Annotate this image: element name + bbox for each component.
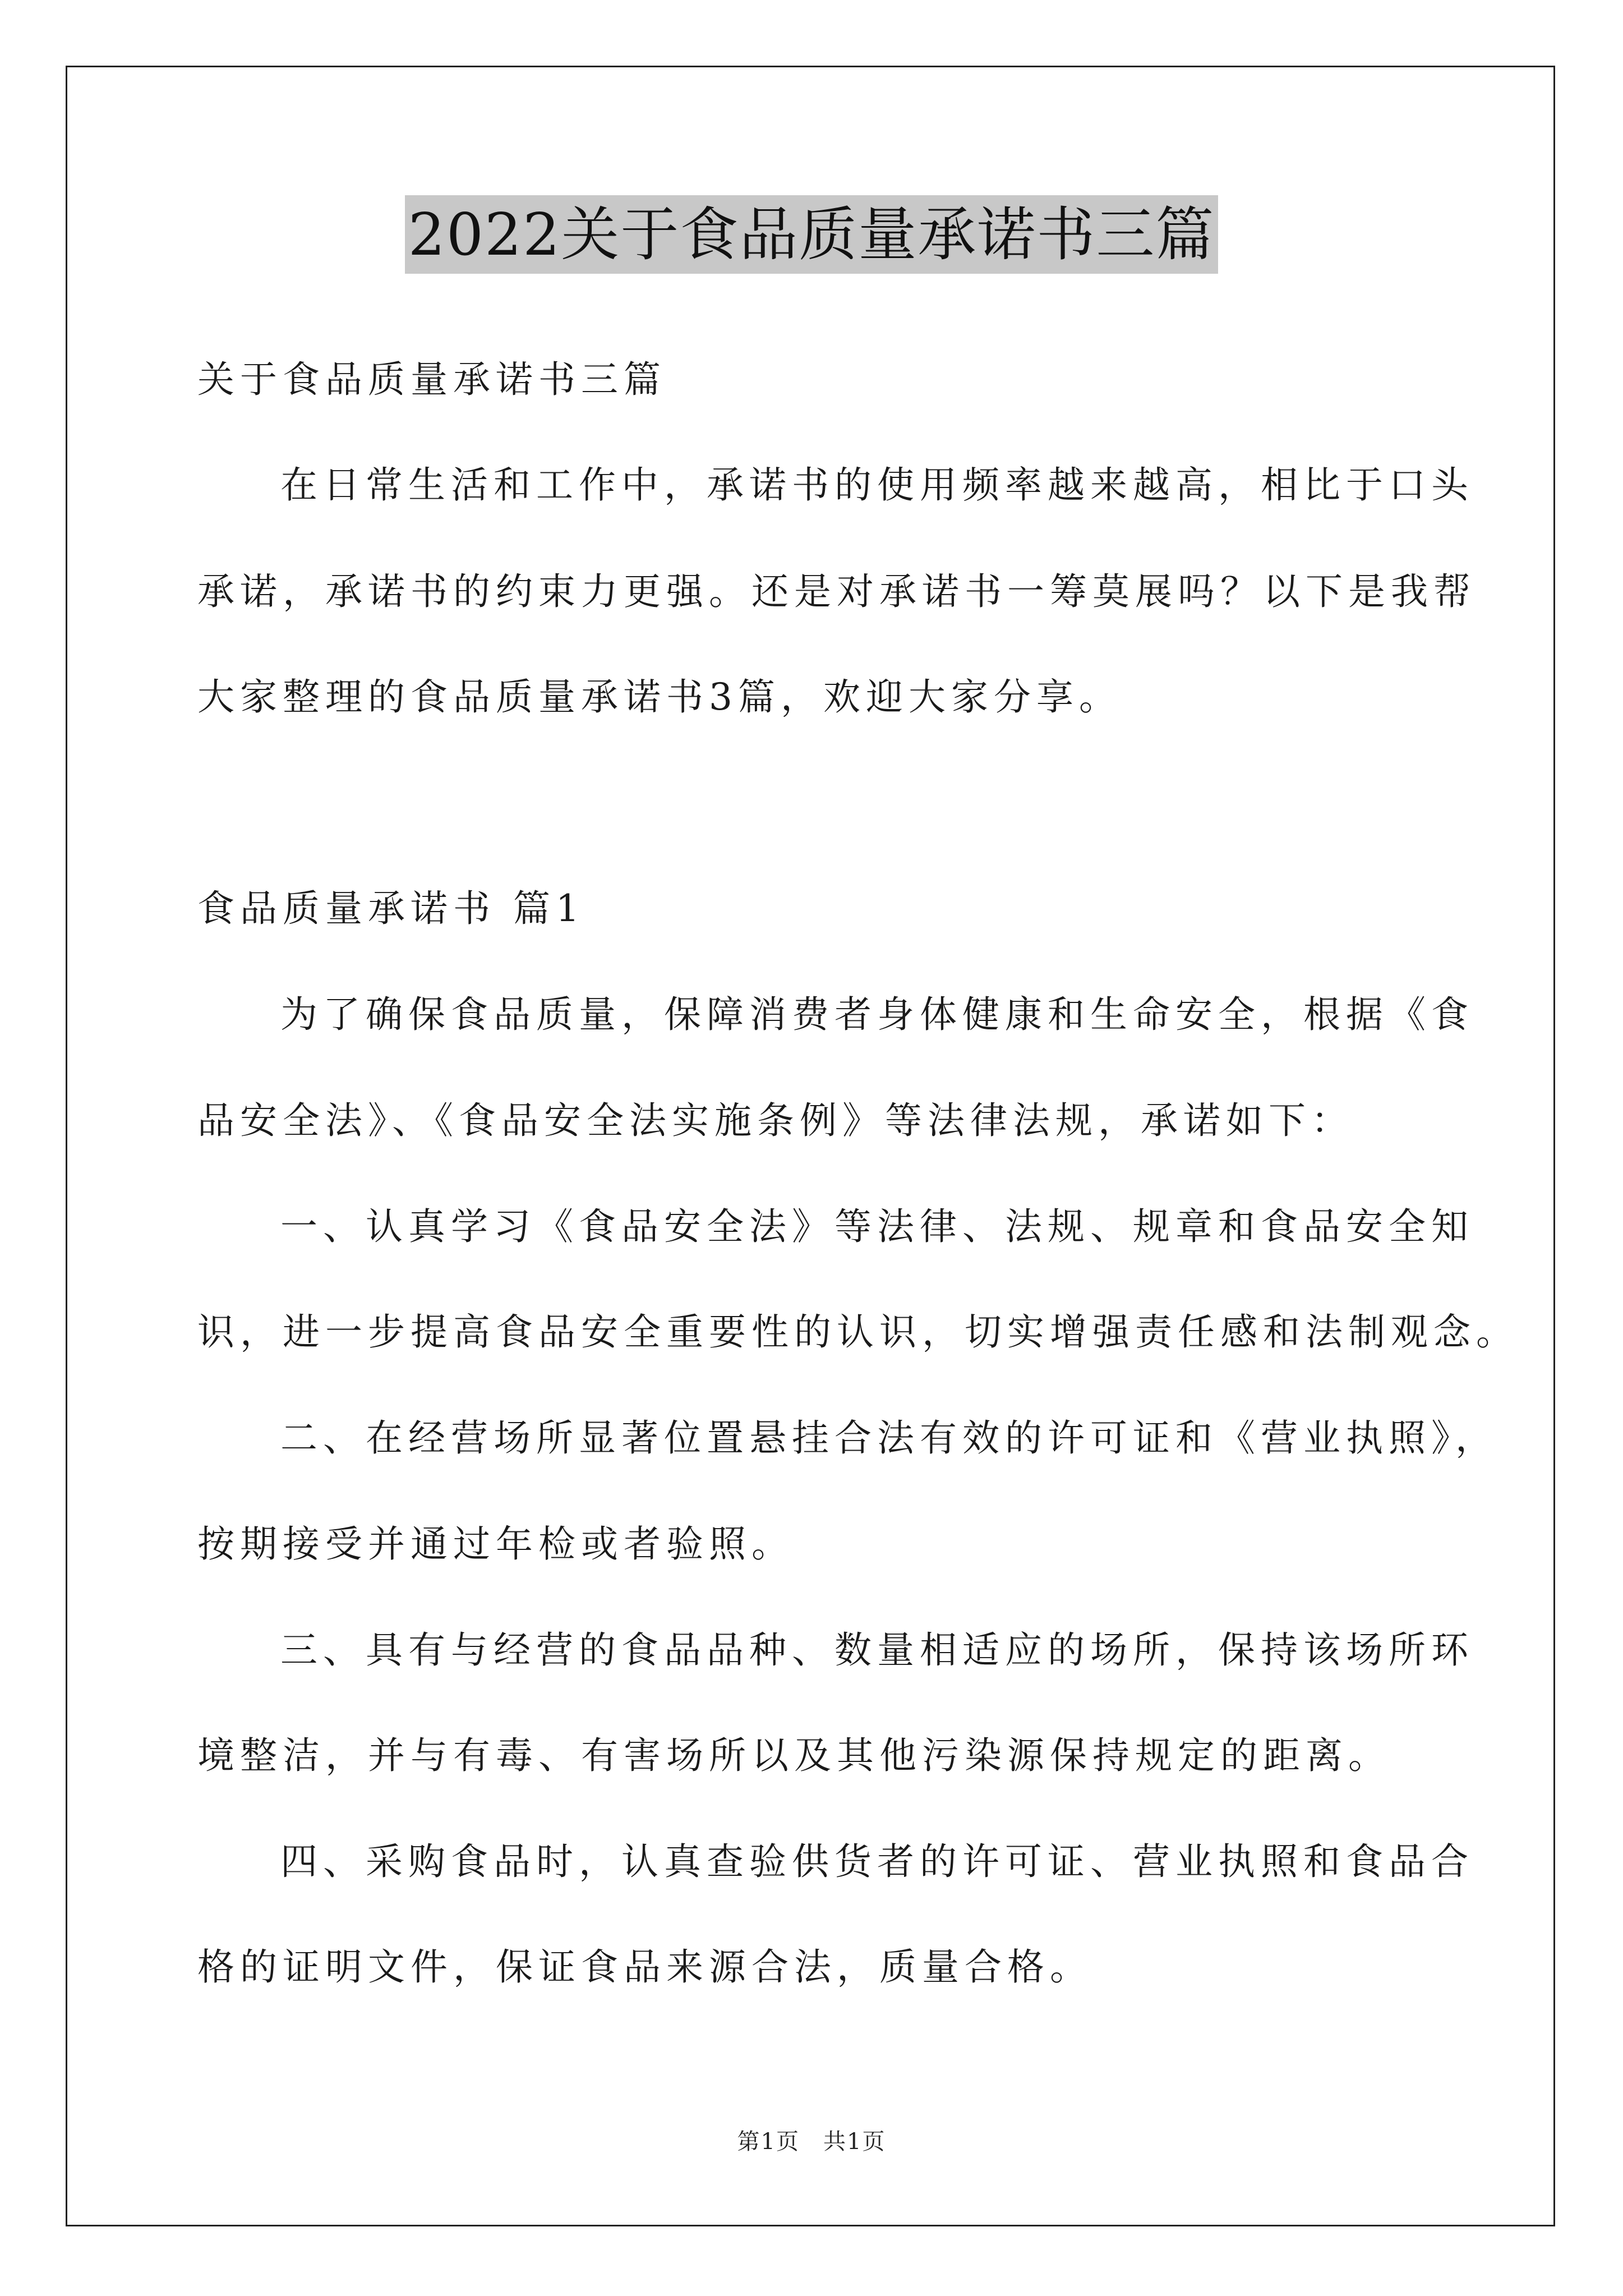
paragraph-line: 在日常生活和工作中，承诺书的使用频率越来越高，相比于口头 (280, 463, 1474, 507)
paragraph-line: 四、采购食品时，认真查验供货者的许可证、营业执照和食品合 (280, 1840, 1474, 1883)
paragraph-line: 为了确保食品质量，保障消费者身体健康和生命安全，根据《食 (280, 993, 1474, 1036)
paragraph-line: 格的证明文件，保证食品来源合法，质量合格。 (197, 1945, 1092, 1989)
paragraph-line: 大家整理的食品质量承诺书3篇，欢迎大家分享。 (197, 675, 1122, 719)
paragraph-line: 识，进一步提高食品安全重要性的认识，切实增强责任感和法制观念。 (197, 1310, 1519, 1354)
paragraph-line: 境整洁，并与有毒、有害场所以及其他污染源保持规定的距离。 (197, 1734, 1391, 1777)
subtitle-line: 关于食品质量承诺书三篇 (197, 358, 666, 401)
title-container (0, 195, 1623, 274)
paragraph-line: 按期接受并通过年检或者验照。 (197, 1522, 794, 1566)
paragraph-line: 三、具有与经营的食品品种、数量相适应的场所，保持该场所环 (280, 1628, 1474, 1672)
paragraph-line: 一、认真学习《食品安全法》等法律、法规、规章和食品安全知 (280, 1205, 1474, 1248)
paragraph-line: 品安全法》、《食品安全法实施条例》等法律法规，承诺如下： (197, 1099, 1354, 1142)
section-heading: 食品质量承诺书 篇1 (197, 887, 585, 930)
paragraph-line: 承诺，承诺书的约束力更强。还是对承诺书一筹莫展吗？以下是我帮 (197, 570, 1476, 613)
page-footer: 第1页 共1页 (737, 2129, 886, 2155)
document-title: 2022关于食品质量承诺书三篇 (405, 195, 1219, 274)
paragraph-line: 二、在经营场所显著位置悬挂合法有效的许可证和《营业执照》， (280, 1416, 1498, 1460)
